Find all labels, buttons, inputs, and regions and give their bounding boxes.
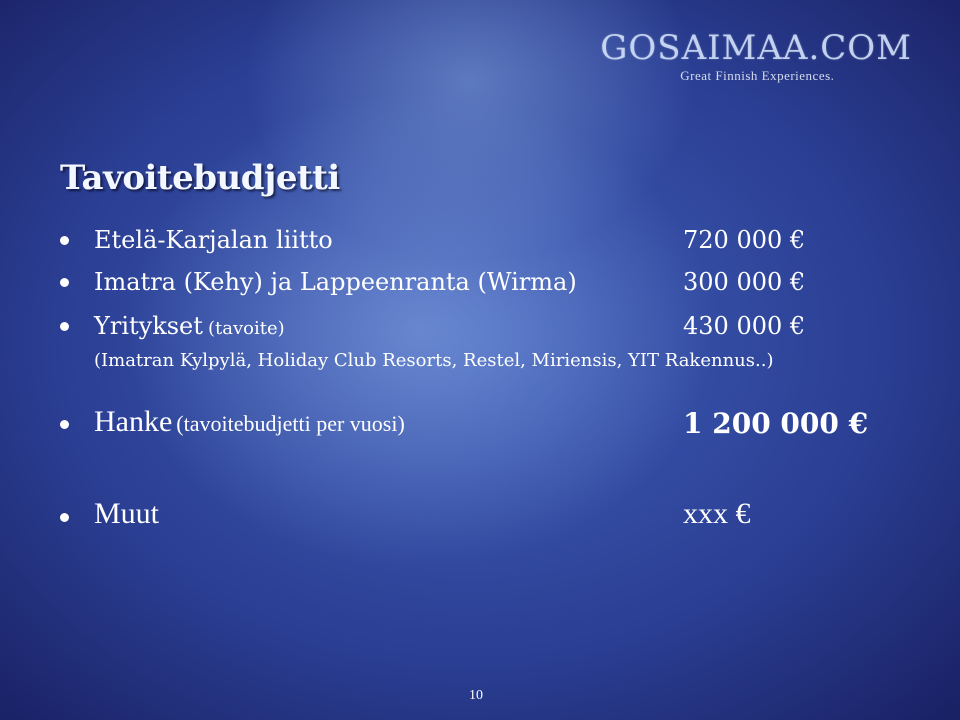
bullet-icon xyxy=(60,236,69,245)
item-value: xxx € xyxy=(683,497,751,530)
logo xyxy=(600,30,912,84)
item-label-note: (tavoite) xyxy=(208,318,285,339)
page-number: 10 xyxy=(469,688,483,703)
logo-tagline: Great Finnish Experiences. xyxy=(680,68,835,83)
item-value: 430 000 € xyxy=(683,312,806,340)
bullet-icon xyxy=(60,322,69,331)
item-label-main: Yritykset xyxy=(94,312,203,340)
item-label: Muut xyxy=(94,497,160,530)
bullet-icon xyxy=(60,278,69,287)
page-title: Tavoitebudjetti xyxy=(60,158,340,198)
logo-text: GOSAIMAA.COM xyxy=(600,28,912,68)
item-label: Etelä-Karjalan liitto xyxy=(94,226,333,254)
item-value: 720 000 € xyxy=(683,226,806,254)
item-value: 1 200 000 € xyxy=(683,407,869,440)
item-value: 300 000 € xyxy=(683,268,806,296)
item-label-note: (tavoitebudjetti per vuosi) xyxy=(176,411,405,436)
bullet-icon xyxy=(60,513,69,522)
item-label-main: Hanke xyxy=(94,405,173,438)
bullet-icon xyxy=(60,420,69,429)
item-subnote-text: (Imatran Kylpylä, Holiday Club Resorts, Restel, Miriensis, YIT Rakennus..) xyxy=(94,350,774,371)
item-label: Imatra (Kehy) ja Lappeenranta (Wirma) xyxy=(94,268,577,296)
item-label xyxy=(94,312,285,340)
item-label xyxy=(94,405,405,439)
